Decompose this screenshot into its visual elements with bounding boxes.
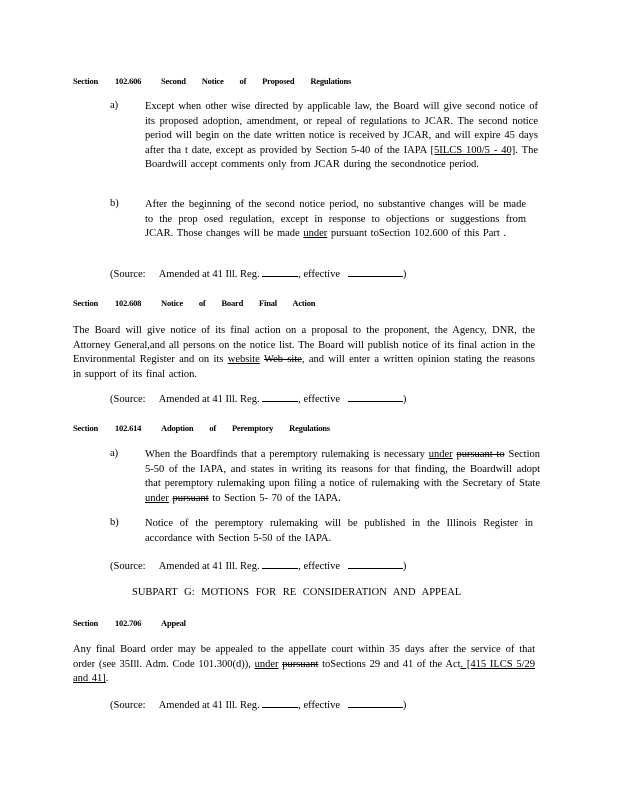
section-102-614-a-text: When the Boardfinds that a peremptory rulemaking is necessary under pursuant to Section 5-50 of the IAPA, and states in writing its reasons for that finding, the Boardwill adopt that peremptory rulemaking upon filing a notice of rulemaking with the Secretary of State under pursuant to Section 5- 70 of the IAPA. xyxy=(145,449,541,504)
section-102-706-text: Any final Board order may be appealed to the appellate court within 35 days after the service of that order (see 35Ill. Adm. Code 101.300(d)), under pursuant toSections 29 and 41 of the Act. [415 ILCS 5/29 and 41]. xyxy=(73,644,535,685)
item-b-label: b) xyxy=(110,517,119,528)
item-a-label: a) xyxy=(110,100,119,111)
section-102-614-heading: Section 102.614 Adoption of Peremptory Regulations xyxy=(73,423,330,433)
section-102-606-a-text: Except when other wise directed by applicable law, the Board will give second notice of its proposed adoption, amendment, or repeal of regulations to JCAR. The second notice period will begin on the date written notice is received by JCAR, and will expire 45 days after tha t date, except as provided by Section 5-40 of the IAPA [5ILCS 100/5 - 40]. The Boardwill accept comments only from JCAR during the secondnotice period. xyxy=(145,101,538,171)
source-note: (Source: Amended at 41 Ill. Reg. , effective ) xyxy=(110,394,407,405)
section-102-606-b-text: After the beginning of the second notice period, no substantive changes will be made to the prop osed regulation, except in response to objections or suggestions from JCAR. Those changes will be made under pursuant toSection 102.600 of this Part . xyxy=(145,199,526,240)
section-102-614-b-text: Notice of the peremptory rulemaking will be published in the Illinois Register in accordance with Section 5-50 of the IAPA. xyxy=(145,518,533,544)
source-note: (Source: Amended at 41 Ill. Reg. , effective ) xyxy=(110,561,407,572)
subpart-g-heading: SUBPART G: MOTIONS FOR RE CONSIDERATION AND APPEAL xyxy=(132,587,462,598)
section-102-608-heading: Section 102.608 Notice of Board Final Action xyxy=(73,298,316,308)
item-a-label: a) xyxy=(110,448,119,459)
source-note: (Source: Amended at 41 Ill. Reg. , effective ) xyxy=(110,269,407,280)
item-b-label: b) xyxy=(110,198,119,209)
section-102-706-heading: Section 102.706 Appeal xyxy=(73,618,186,628)
section-102-606-heading: Section 102.606 Second Notice of Proposed Regulations xyxy=(73,76,352,86)
section-102-608-text: The Board will give notice of its final action on a proposal to the proponent, the Agency, DNR, the Attorney General,and all persons on the notice list. The Board will publish notice of its final action in the Environmental Register and on its website Web site, and will enter a written opinion stating the reasons in support of its final action. xyxy=(73,325,536,380)
source-note: (Source: Amended at 41 Ill. Reg. , effective ) xyxy=(110,700,407,711)
